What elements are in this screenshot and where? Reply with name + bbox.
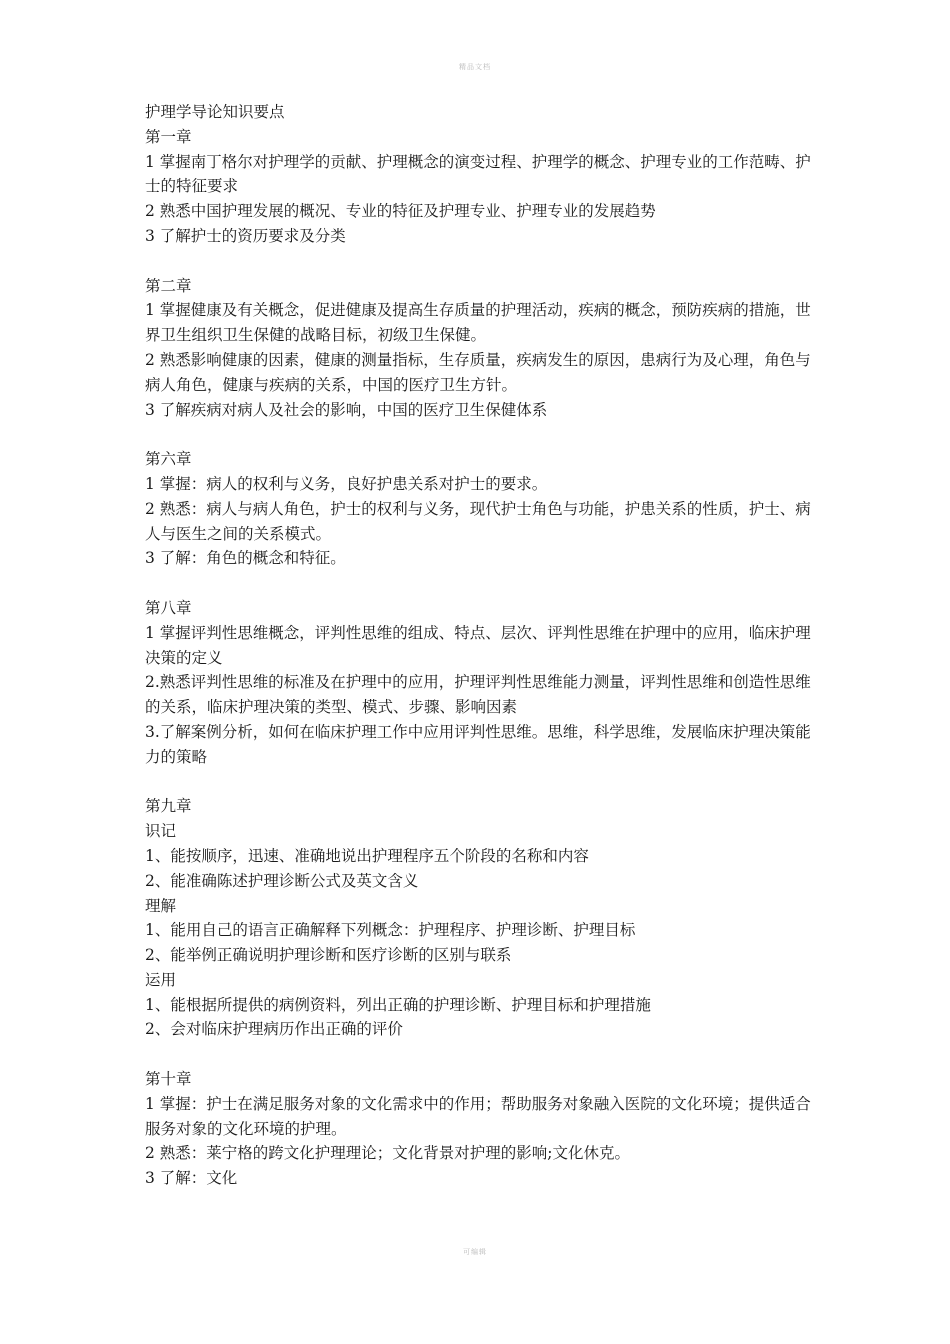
section-spacer	[145, 249, 815, 274]
chapter-line: 2、能准确陈述护理诊断公式及英文含义	[145, 871, 419, 890]
subsection-label: 运用	[145, 970, 177, 989]
chapter-line: 2 熟悉影响健康的因素，健康的测量指标，生存质量，疾病发生的原因，患病行为及心理，角色与病人角色，健康与疾病的关系，中国的医疗卫生方针。	[145, 350, 811, 394]
chapter-line: 3 了解疾病对病人及社会的影响，中国的医疗卫生保健体系	[145, 400, 548, 419]
section-spacer	[145, 1042, 815, 1067]
chapter-line: 1 掌握：护士在满足服务对象的文化需求中的作用；帮助服务对象融入医院的文化环境；提供适合服务对象的文化环境的护理。	[145, 1094, 811, 1138]
chapter-line: 3 了解：文化	[145, 1169, 238, 1188]
chapter-heading: 第九章	[145, 797, 192, 816]
chapter-heading: 第一章	[145, 127, 192, 146]
section-spacer	[145, 422, 815, 447]
chapter-line: 2、能举例正确说明护理诊断和医疗诊断的区别与联系	[145, 946, 512, 965]
page-header-watermark: 精品文档	[459, 63, 491, 71]
subsection-label: 理解	[145, 896, 177, 915]
chapter-line: 2 熟悉：莱宁格的跨文化护理理论；文化背景对护理的影响;文化休克。	[145, 1144, 631, 1163]
chapter-line: 2 熟悉中国护理发展的概况、专业的特征及护理专业、护理专业的发展趋势	[145, 202, 656, 221]
chapter-line: 3.了解案例分析，如何在临床护理工作中应用评判性思维。思维，科学思维，发展临床护理决策能力的策略	[145, 722, 811, 766]
chapter-line: 1、能根据所提供的病例资料，列出正确的护理诊断、护理目标和护理措施	[145, 995, 651, 1014]
chapter-line: 1、能按顺序，迅速、准确地说出护理程序五个阶段的名称和内容	[145, 846, 589, 865]
chapter-line: 3 了解：角色的概念和特征。	[145, 549, 346, 568]
chapter-line: 2 熟悉：病人与病人角色，护士的权利与义务，现代护士角色与功能，护患关系的性质，护士、病人与医生之间的关系模式。	[145, 499, 811, 543]
chapter-line: 1 掌握健康及有关概念，促进健康及提高生存质量的护理活动，疾病的概念，预防疾病的措施，世界卫生组织卫生保健的战略目标，初级卫生保健。	[145, 301, 811, 345]
document-title: 护理学导论知识要点	[145, 103, 285, 121]
chapter-line: 1 掌握：病人的权利与义务，良好护患关系对护士的要求。	[145, 474, 548, 493]
section-spacer	[145, 770, 815, 795]
chapter-line: 1 掌握评判性思维概念，评判性思维的组成、特点、层次、评判性思维在护理中的应用，临床护理决策的定义	[145, 623, 811, 667]
chapter-heading: 第十章	[145, 1070, 192, 1089]
chapter-line: 1、能用自己的语言正确解释下列概念：护理程序、护理诊断、护理目标	[145, 921, 636, 940]
chapter-line: 2、会对临床护理病历作出正确的评价	[145, 1020, 403, 1039]
chapter-line: 3 了解护士的资历要求及分类	[145, 226, 346, 245]
document-body	[145, 100, 815, 1191]
subsection-label: 识记	[145, 822, 177, 841]
chapter-line: 1 掌握南丁格尔对护理学的贡献、护理概念的演变过程、护理学的概念、护理专业的工作范畴、护士的特征要求	[145, 152, 811, 196]
chapter-heading: 第六章	[145, 450, 192, 469]
section-spacer	[145, 571, 815, 596]
chapter-heading: 第八章	[145, 598, 192, 617]
chapter-line: 2.熟悉评判性思维的标准及在护理中的应用，护理评判性思维能力测量，评判性思维和创造性思维的关系，临床护理决策的类型、模式、步骤、影响因素	[145, 673, 811, 717]
chapter-heading: 第二章	[145, 276, 192, 295]
page-footer-watermark: 可编辑	[463, 1248, 487, 1256]
